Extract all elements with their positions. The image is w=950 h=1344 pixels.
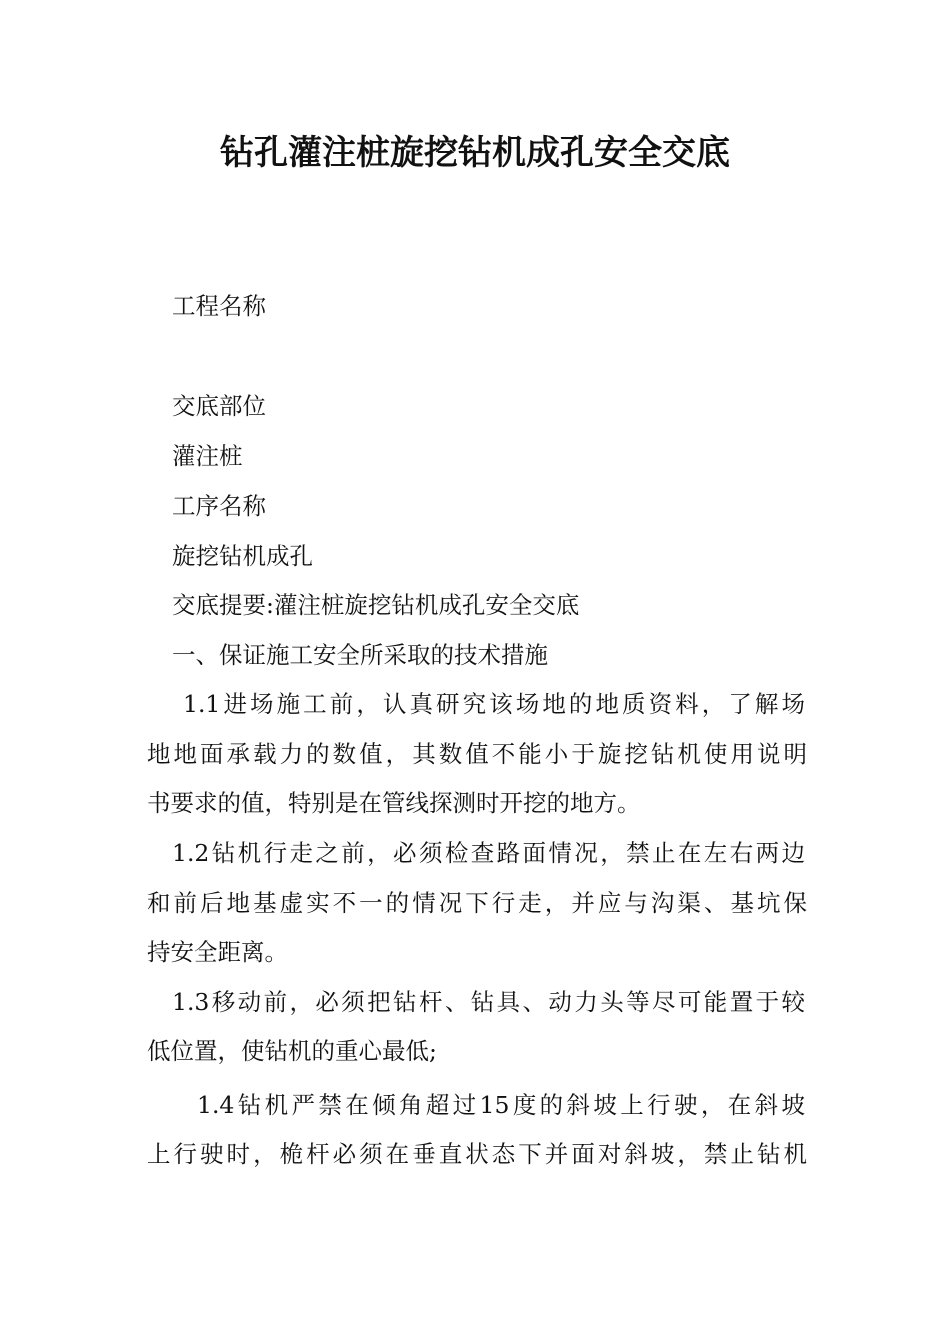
paragraph-line: 书要求的值，特别是在管线探测时开挖的地方。	[147, 789, 641, 817]
document-title: 钻孔灌注桩旋挖钻机成孔安全交底	[220, 133, 730, 173]
part-value: 灌注桩	[172, 442, 243, 470]
project-name-label: 工程名称	[172, 292, 266, 320]
paragraph-line: 1.1进场施工前，认真研究该场地的地质资料，了解场	[183, 690, 805, 718]
summary-line: 交底提要:灌注桩旋挖钻机成孔安全交底	[172, 591, 580, 619]
paragraph-line: 持安全距离。	[147, 938, 288, 966]
paragraph-line: 1.3移动前，必须把钻杆、钻具、动力头等尽可能置于较	[172, 988, 805, 1016]
process-value: 旋挖钻机成孔	[172, 542, 313, 570]
paragraph-line: 上行驶时，桅杆必须在垂直状态下并面对斜坡，禁止钻机	[147, 1140, 807, 1168]
paragraph-line: 和前后地基虚实不一的情况下行走，并应与沟渠、基坑保	[147, 889, 807, 917]
paragraph-line: 1.4钻机严禁在倾角超过15度的斜坡上行驶，在斜坡	[197, 1091, 805, 1119]
paragraph-line: 低位置，使钻机的重心最低;	[147, 1037, 437, 1065]
process-label: 工序名称	[172, 492, 266, 520]
paragraph-line: 地地面承载力的数值，其数值不能小于旋挖钻机使用说明	[147, 740, 807, 768]
part-label: 交底部位	[172, 392, 266, 420]
paragraph-line: 1.2钻机行走之前，必须检查路面情况，禁止在左右两边	[172, 839, 805, 867]
section-heading: 一、保证施工安全所采取的技术措施	[172, 641, 548, 669]
